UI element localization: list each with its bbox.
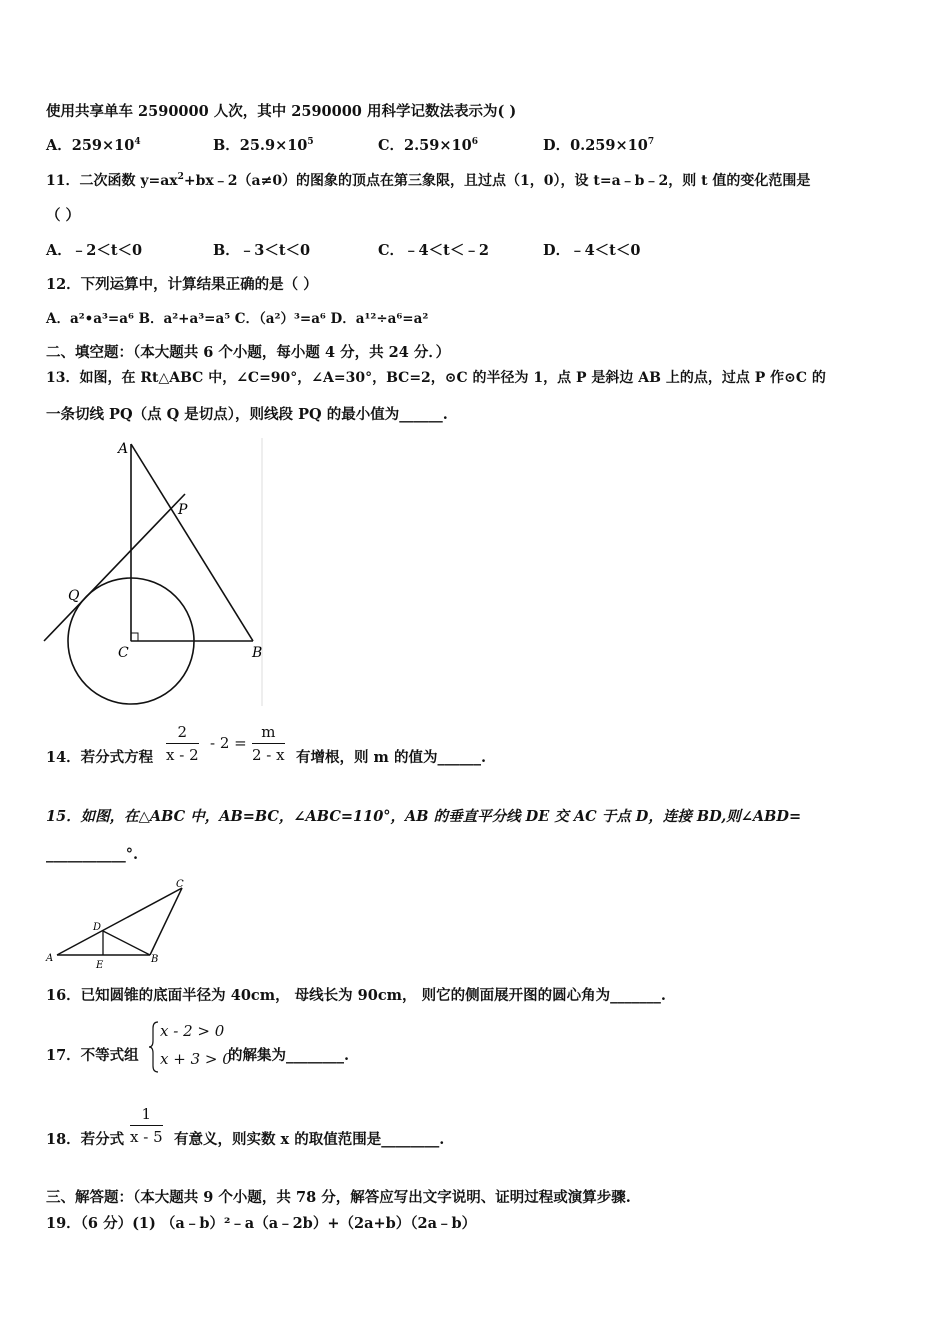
- q12-options: A．a²•a³=a⁶ B．a²+a³=a⁵ C．（a²）³=a⁶ D．a¹²÷a⁶=a²: [46, 311, 429, 327]
- q14-fraction-2: [252, 723, 285, 764]
- q16-text: 16．已知圆锥的底面半径为 40cm， 母线长为 90cm， 则它的侧面展开图的圆心角为_______.: [46, 987, 666, 1004]
- q17-prefix: 17．不等式组: [46, 1047, 139, 1064]
- q18-prefix: 18．若分式: [46, 1131, 125, 1148]
- q15-side-bc: [150, 888, 182, 955]
- q10-option-b: B．$25.9\times 10^5$: [213, 137, 314, 154]
- q17-brace: [148, 1020, 160, 1074]
- q10-option-d: D．$0.259\times 10^7$: [543, 137, 655, 154]
- q15-label-a: A: [46, 953, 54, 964]
- q17-suffix: 的解集为________.: [228, 1047, 350, 1064]
- q14-suffix: 有增根，则 m 的值为______.: [296, 749, 486, 766]
- section3-heading: 三、解答题：（本大题共 9 个小题，共 78 分，解答应写出文字说明、证明过程或演算步骤.: [46, 1189, 631, 1206]
- q11-option-c: C．﹣4＜t＜﹣2: [378, 242, 489, 259]
- q13-side-ab: [131, 444, 253, 641]
- q14-mid: - 2 =: [210, 734, 247, 752]
- q13-label-c: C: [118, 645, 129, 661]
- q14-frac1-numerator: 2: [177, 723, 188, 741]
- q10-option-a: A．$259\times 10^4$: [46, 137, 141, 154]
- q14-frac2-denominator: 2 - x: [252, 743, 285, 764]
- q10-stem: 使用共享单车 2590000 人次，其中 2590000 用科学记数法表示为( ): [46, 103, 517, 120]
- q15-label-e: E: [96, 960, 104, 971]
- q15-label-d: D: [93, 922, 102, 933]
- q10-option-c: C．$2.59\times 10^6$: [378, 137, 478, 154]
- q13-label-q: Q: [68, 588, 80, 604]
- section2-heading: 二、填空题：（本大题共 6 个小题，每小题 4 分，共 24 分．）: [46, 344, 451, 361]
- q18-fraction: [130, 1105, 163, 1146]
- q13-right-angle-mark: [131, 633, 138, 641]
- q11-stem: 11．二次函数 $y=ax^2+bx﹣2(a\ne 0)$的图象的顶点在第三象限，且过点（1，0），设 t=a﹣b﹣2，则 t 值的变化范围是: [46, 172, 811, 189]
- q15-line1: 15．如图，在△ABC 中，AB=BC，∠ABC=110°，AB 的垂直平分线 DE 交 AC 于点 D，连接 BD,则∠ABD=: [46, 808, 802, 825]
- q13-line1: 13．如图，在 Rt△ABC 中，∠C=90°，∠A=30°，BC=2，⊙C 的半径为 1，点 P 是斜边 AB 上的点，过点 P 作⊙C 的: [46, 370, 826, 386]
- q15-label-b: B: [151, 954, 159, 965]
- q15-line2: ___________°.: [46, 846, 139, 863]
- q13-figure: [40, 436, 275, 711]
- q15-side-ac: [57, 888, 182, 955]
- q11-option-b: B．﹣3＜t＜0: [213, 242, 311, 259]
- q18-frac-denominator: x - 5: [130, 1125, 163, 1146]
- q13-label-b: B: [252, 645, 263, 661]
- q19-text: 19．（6 分）(1) （a﹣b）²﹣a（a﹣2b）+（2a+b）（2a﹣b）: [46, 1215, 477, 1232]
- q17-inequality-2: x + 3 > 0: [160, 1050, 232, 1068]
- q17-inequality-1: x - 2 > 0: [160, 1022, 225, 1040]
- q15-figure: [40, 876, 200, 971]
- q18-frac-numerator: 1: [141, 1105, 152, 1123]
- q13-label-a: A: [118, 441, 129, 457]
- q15-label-c: C: [176, 879, 184, 890]
- q15-segment-bd: [103, 931, 150, 955]
- q13-tangent-pq: [44, 494, 185, 641]
- q11-option-d: D．﹣4＜t＜0: [543, 242, 641, 259]
- q13-label-p: P: [178, 502, 188, 518]
- q14-frac1-denominator: x - 2: [166, 743, 199, 764]
- q14-fraction-1: [166, 723, 199, 764]
- q14-frac2-numerator: m: [261, 723, 276, 741]
- q18-suffix: 有意义，则实数 x 的取值范围是________.: [174, 1131, 445, 1148]
- q12-stem: 12．下列运算中，计算结果正确的是（ ）: [46, 276, 318, 293]
- q13-line2: 一条切线 PQ（点 Q 是切点），则线段 PQ 的最小值为______.: [46, 406, 448, 423]
- q14-prefix: 14．若分式方程: [46, 749, 154, 766]
- q11-option-a: A．﹣2＜t＜0: [46, 242, 143, 259]
- q11-paren: （ ）: [46, 207, 81, 224]
